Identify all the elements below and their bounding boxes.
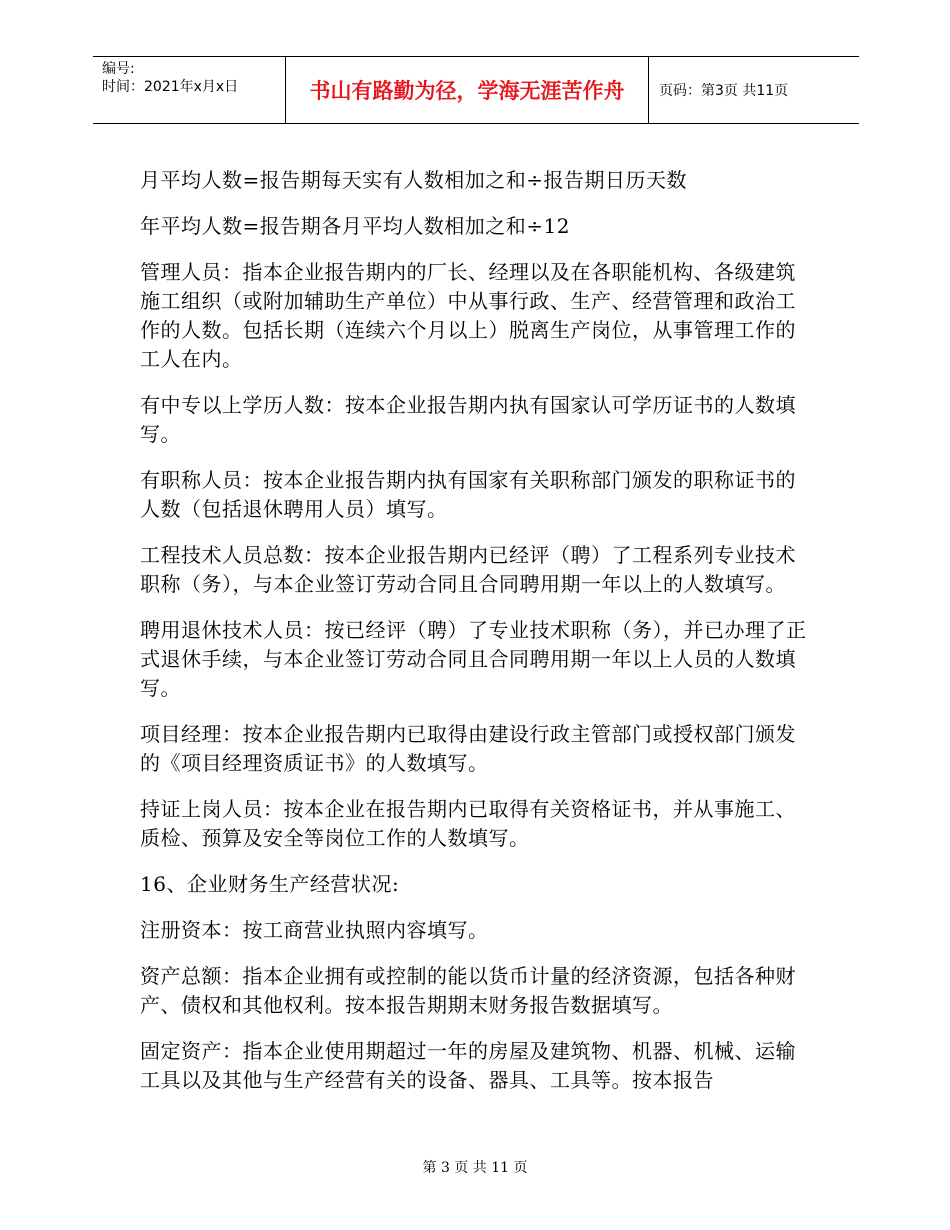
paragraph: 月平均人数=报告期每天实有人数相加之和÷报告期日历天数 (140, 168, 688, 192)
paragraph: 注册资本：按工商营业执照内容填写。 (140, 918, 489, 942)
page-footer: 第 3 页 共 11 页 (422, 1160, 528, 1176)
section-heading: 16、企业财务生产经营状况: (140, 872, 400, 896)
header-page-info: 页码：第3页 共11页 (659, 83, 789, 99)
document-body (140, 166, 808, 1112)
serial-label: 编号: (102, 61, 135, 77)
paragraph: 聘用退休技术人员：按已经评（聘）了专业技术职称（务），并已办理了正式退休手续，与本企业签订劳动合同且合同聘用期一年以上人员的人数填写。 (140, 618, 807, 700)
header-motto: 书山有路勤为径，学海无涯苦作舟 (285, 57, 649, 123)
page-header (93, 56, 859, 124)
paragraph: 管理人员：指本企业报告期内的厂长、经理以及在各职能机构、各级建筑施工组织（或附加辅助生产单位）中从事行政、生产、经营管理和政治工作的人数。包括长期（连续六个月以上）脱离生产岗位，从事管理工作的工人在内。 (140, 260, 796, 371)
paragraph: 年平均人数=报告期各月平均人数相加之和÷12 (140, 214, 570, 238)
header-meta (93, 57, 285, 123)
paragraph: 固定资产：指本企业使用期超过一年的房屋及建筑物、机器、机械、运输工具以及其他与生产经营有关的设备、器具、工具等。按本报告 (140, 1039, 796, 1092)
paragraph: 工程技术人员总数：按本企业报告期内已经评（聘）了工程系列专业技术职称（务），与本企业签订劳动合同且合同聘用期一年以上的人数填写。 (140, 543, 796, 596)
paragraph: 有中专以上学历人数：按本企业报告期内执有国家认可学历证书的人数填写。 (140, 393, 796, 446)
paragraph: 资产总额：指本企业拥有或控制的能以货币计量的经济资源，包括各种财产、债权和其他权利。按本报告期期末财务报告数据填写。 (140, 964, 796, 1017)
paragraph: 有职称人员：按本企业报告期内执有国家有关职称部门颁发的职称证书的人数（包括退休聘用人员）填写。 (140, 468, 796, 521)
paragraph: 项目经理：按本企业报告期内已取得由建设行政主管部门或授权部门颁发的《项目经理资质证书》的人数填写。 (140, 722, 796, 775)
time-label: 时间：2021年x月x日 (102, 79, 239, 95)
paragraph: 持证上岗人员：按本企业在报告期内已取得有关资格证书，并从事施工、质检、预算及安全等岗位工作的人数填写。 (140, 797, 796, 850)
